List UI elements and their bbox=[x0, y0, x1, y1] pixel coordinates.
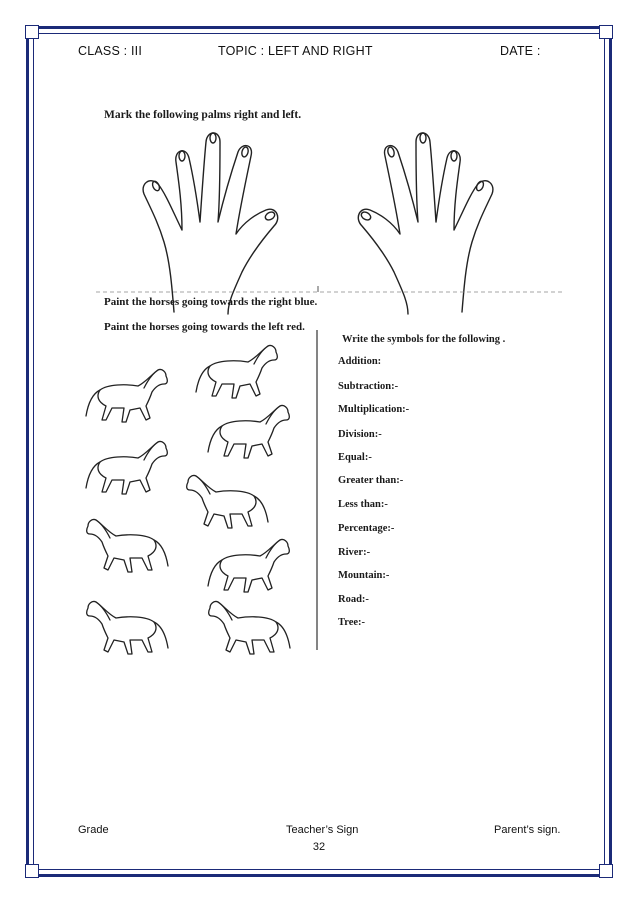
symbol-item: Subtraction:- bbox=[338, 381, 399, 392]
symbol-item: Tree:- bbox=[338, 617, 366, 628]
symbol-item: Percentage:- bbox=[338, 523, 395, 534]
page-number: 32 bbox=[312, 841, 326, 853]
teacher-sign-label: Teacher’s Sign bbox=[286, 824, 359, 836]
corner-ornament bbox=[25, 25, 39, 39]
topic-label: TOPIC : LEFT AND RIGHT bbox=[218, 44, 373, 58]
horse-image bbox=[208, 539, 289, 592]
symbols-list bbox=[338, 356, 410, 628]
symbol-item: Addition: bbox=[338, 356, 382, 367]
horse-image bbox=[87, 519, 168, 572]
symbol-item: Division:- bbox=[338, 429, 382, 440]
horse-image bbox=[86, 441, 167, 494]
symbol-item: Equal:- bbox=[338, 452, 372, 463]
palms-instruction: Mark the following palms right and left. bbox=[104, 109, 302, 121]
palm-image bbox=[143, 133, 278, 314]
horse-image bbox=[196, 345, 277, 398]
symbol-item: Greater than:- bbox=[338, 475, 404, 486]
corner-ornament bbox=[25, 864, 39, 878]
horse-image bbox=[86, 369, 167, 422]
parent-sign-label: Parent’s sign. bbox=[494, 824, 561, 836]
worksheet-scan bbox=[78, 90, 562, 682]
symbol-item: Road:- bbox=[338, 594, 369, 605]
grade-label: Grade bbox=[78, 824, 109, 836]
horse-image bbox=[187, 475, 268, 528]
horse-image bbox=[209, 601, 290, 654]
symbol-item: Mountain:- bbox=[338, 570, 390, 581]
horses-left-instruction: Paint the horses going towards the left red. bbox=[104, 321, 305, 333]
palm-image bbox=[358, 133, 493, 314]
corner-ornament bbox=[599, 864, 613, 878]
symbols-title: Write the symbols for the following . bbox=[342, 334, 506, 345]
class-label: CLASS : III bbox=[78, 44, 143, 58]
corner-ornament bbox=[599, 25, 613, 39]
symbol-item: River:- bbox=[338, 547, 371, 558]
date-label: DATE : bbox=[500, 44, 541, 58]
horse-image bbox=[87, 601, 168, 654]
horses-right-instruction: Paint the horses going towards the right blue. bbox=[104, 296, 318, 308]
symbol-item: Multiplication:- bbox=[338, 404, 410, 415]
symbol-item: Less than:- bbox=[338, 499, 388, 510]
horse-image bbox=[208, 405, 289, 458]
